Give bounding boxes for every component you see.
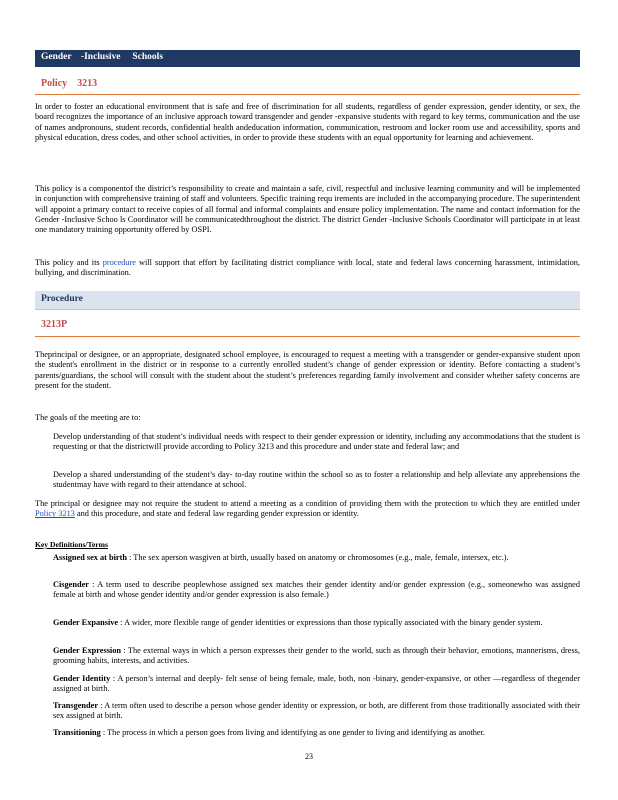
- procedure-code: 3213P: [41, 319, 68, 330]
- definition-item: [35, 646, 580, 667]
- goal-text: Develop a shared understanding of the student’s day- to-day routine within the school so as to foster a relationship and help alleviate any apprehensions the studentmay have with regard to their attendance at school.: [53, 470, 580, 490]
- page-number: 23: [305, 752, 313, 761]
- title-banner: [35, 50, 580, 67]
- procedure-link[interactable]: procedure: [102, 258, 136, 267]
- definition-item: [35, 553, 580, 563]
- meeting-paragraph: [35, 499, 580, 520]
- procedure-banner: [35, 291, 580, 310]
- definition-item: [35, 728, 580, 738]
- definition-term: Assigned sex at birth: [53, 553, 127, 562]
- definition-term: Gender Expansive: [53, 618, 119, 627]
- policy-number: Policy 3213: [41, 78, 98, 89]
- goal-item: [35, 432, 580, 453]
- definition-text: : A person’s internal and deeply- felt sense of being female, male, both, non -binary, gender-expansive, or other —regardless of thegender assigned at birth.: [53, 674, 581, 694]
- definition-text: : The external ways in which a person expresses their gender to the world, such as through their behavior, emotions, mannerisms, dress, grooming habits, interests, and activities.: [53, 646, 580, 666]
- procedure-code-heading: [35, 314, 580, 337]
- procedure-intro: Theprincipal or designee, or an appropriate, designated school employee, is encouraged to request a meeting with a transgender or gender-expansive student upon the student's enrollment in the district or in response to a currently enrolled student’s change of gender expression or identity. Before contacting a student’s parents/guardians, the school will consult with the student about the student’s preferences regarding family involvement and consider whether safety concerns are present for the student.: [35, 350, 580, 390]
- policy-3213-link[interactable]: Policy 3213: [35, 509, 75, 519]
- meeting-text-a: The principal or designee may not require the student to attend a meeting as a condition of providing them with the protection to which they are entitled under: [35, 499, 580, 508]
- key-definitions-heading: Key Definitions/Terms: [35, 540, 108, 549]
- definition-item: [35, 701, 580, 722]
- policy-heading: [35, 74, 580, 95]
- policy-paragraph-3-text-a: This policy and its: [35, 258, 103, 267]
- definition-text: : The sex aperson wasgiven at birth, usually based on anatomy or chromosomes (e.g., male, female, intersex, etc.).: [127, 553, 509, 562]
- definition-term: Gender Expression: [53, 646, 121, 655]
- definition-item: [35, 674, 580, 695]
- definition-item: [35, 580, 580, 601]
- policy-paragraph-1: In order to foster an educational environment that is safe and free of discrimination for all students, regardless of gender expression, gender identity, or sex, the board recognizes the importance of an inclusive approach toward transgender and gender -expansive students with regard to key terms, communication and the use of names andpronouns, student records, confidential health andeducation information, communication, restroom and locker room use and accessibility, sports and physical education, dress codes, and other school activities, in order to provide these students with an equal opportunity for learning and achievement.: [35, 102, 580, 142]
- definition-text: : A term used to describe peoplewhose assigned sex matches their gender identity and/or gender expression (e.g., someonewho was assigned female at birth and whose gender identity and/or gender expression is also female.): [53, 580, 580, 600]
- definition-term: Transgender: [53, 701, 99, 710]
- definition-item: [35, 618, 580, 628]
- policy-paragraph-2: This policy is a componentof the district’s responsibility to create and maintain a safe, civil, respectful and inclusive learning community and will be implemented in conjunction with comprehensive training of staff and volunteers. Specific training requ irements are included in the accompanying procedure. The superintendent will appoint a primary contact to receive copies of all formal and informal complaints and ensure policy implementation. The name and contact information for the Gender -Inclusive Schoo ls Coordinator will be communicatedthroughout the district. The district Gender -Inclusive Schools Coordinator will participate in at least one mandatory training opportunity offered by OSPI.: [35, 184, 580, 235]
- meeting-text-b: and this procedure, and state and federal law regarding gender expression or identity.: [74, 509, 359, 519]
- definition-term: Gender Identity: [53, 674, 111, 683]
- policy-paragraph-3-text-b: will support that effort by facilitating district compliance with local, state and federal laws concerning harassment, intimidation, bullying, and discrimination.: [35, 258, 580, 278]
- goals-label: The goals of the meeting are to:: [35, 413, 141, 422]
- definition-text: : The process in which a person goes from living and identifying as one gender to living and identifying as another.: [100, 728, 485, 737]
- goal-text: Develop understanding of that student’s individual needs with respect to their gender expression or identity, including any accommodations that the student is requesting or that the districtwill provide according to Policy 3213 and this procedure and under state and federal law; and: [53, 432, 580, 452]
- definition-term: Transitioning: [53, 728, 101, 737]
- document-title: Gender -Inclusive Schools: [41, 52, 164, 62]
- definition-text: : A wider, more flexible range of gender identities or expressions than those typically associated with the binary gender system.: [118, 618, 543, 627]
- procedure-heading: Procedure: [41, 294, 83, 304]
- definition-term: Cisgender: [53, 580, 89, 589]
- goal-item: [35, 470, 580, 491]
- definition-text: : A term often used to describe a person whose gender identity or expression, or both, are different from those traditionally associated with their sex assigned at birth.: [53, 701, 580, 721]
- policy-paragraph-3: [35, 258, 580, 279]
